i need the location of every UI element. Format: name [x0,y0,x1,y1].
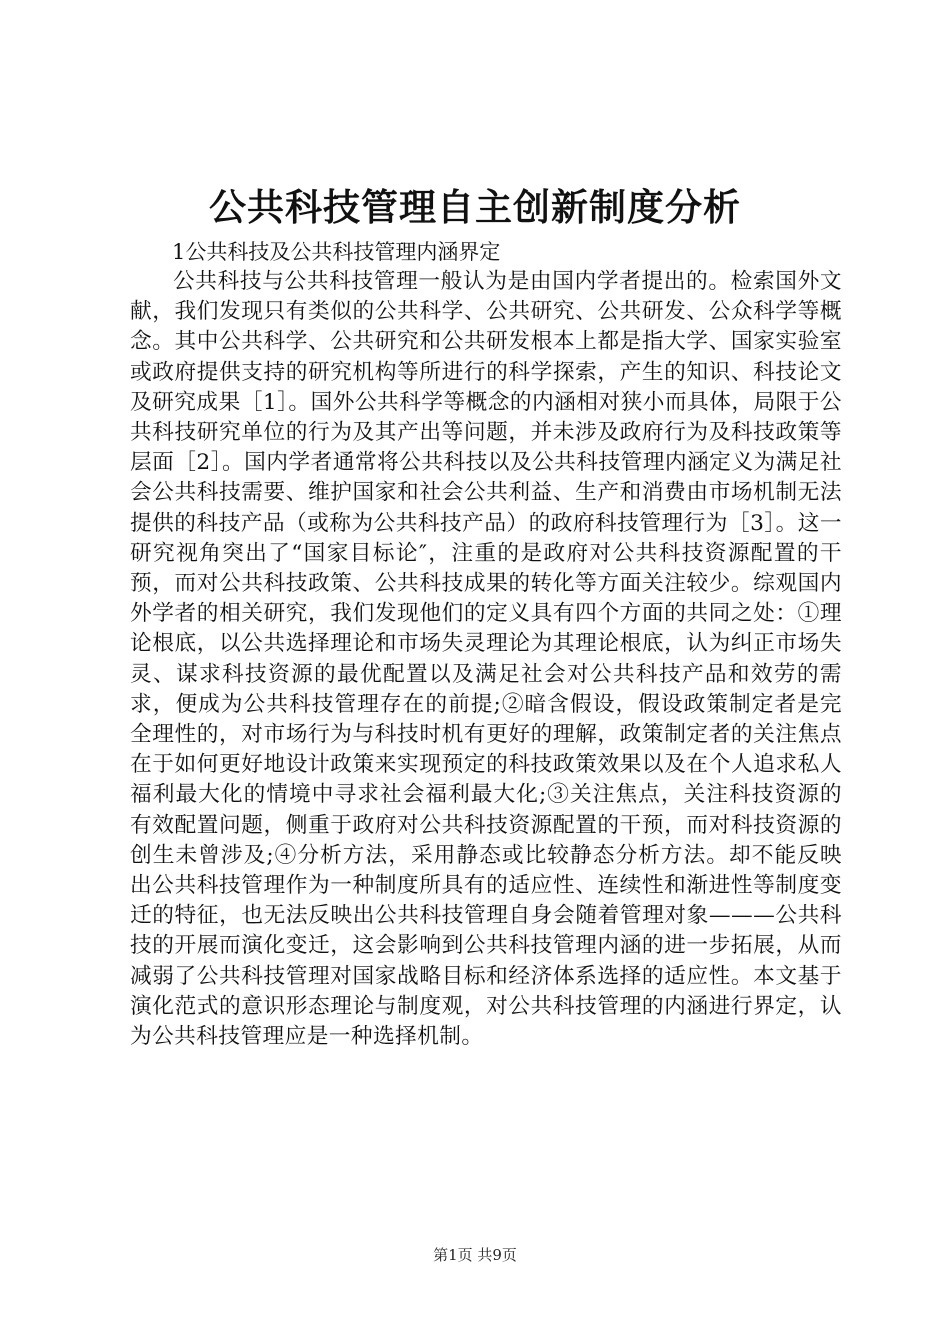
section-heading: 1公共科技及公共科技管理内涵界定 [172,240,501,264]
body-paragraph: 公共科技与公共科技管理一般认为是由国内学者提出的。检索国外文献，我们发现只有类似的公共科学、公共研究、公共研发、公众科学等概念。其中公共科学、公共研究和公共研发根本上都是指大学、国家实验室或政府提供支持的研究机构等所进行的科学探索，产生的知识、科技论文及研究成果［1］。国外公共科学等概念的内涵相对狭小而具体，局限于公共科技研究单位的行为及其产出等问题，并未涉及政府行为及科技政策等层面［2］。国内学者通常将公共科技以及公共科技管理内涵定义为满足社会公共科技需要、维护国家和社会公共利益、生产和消费由市场机制无法提供的科技产品（或称为公共科技产品）的政府科技管理行为［3］。这一研究视角突出了“国家目标论″，注重的是政府对公共科技资源配置的干预，而对公共科技政策、公共科技成果的转化等方面关注较少。综观国内外学者的相关研究，我们发现他们的定义具有四个方面的共同之处：①理论根底，以公共选择理论和市场失灵理论为其理论根底，认为纠正市场失灵、谋求科技资源的最优配置以及满足社会对公共科技产品和效劳的需求，便成为公共科技管理存在的前提;②暗含假设，假设政策制定者是完全理性的，对市场行为与科技时机有更好的理解，政策制定者的关注焦点在于如何更好地设计政策来实现预定的科技政策效果以及在个人追求私人福利最大化的情境中寻求社会福利最大化;③关注焦点，关注科技资源的有效配置问题，侧重于政府对公共科技资源配置的干预，而对科技资源的创生未曾涉及;④分析方法，采用静态或比较静态分析方法。却不能反映出公共科技管理作为一种制度所具有的适应性、连续性和渐进性等制度变迁的特征，也无法反映出公共科技管理自身会随着管理对象———公共科技的开展而演化变迁，这会影响到公共科技管理内涵的进一步拓展，从而减弱了公共科技管理对国家战略目标和经济体系选择的适应性。本文基于演化范式的意识形态理论与制度观，对公共科技管理的内涵进行界定，认为公共科技管理应是一种选择机制。 [130,269,842,1050]
document-title: 公共科技管理自主创新制度分析 [209,186,741,229]
page-number-footer: 第1页 共9页 [433,1246,517,1264]
